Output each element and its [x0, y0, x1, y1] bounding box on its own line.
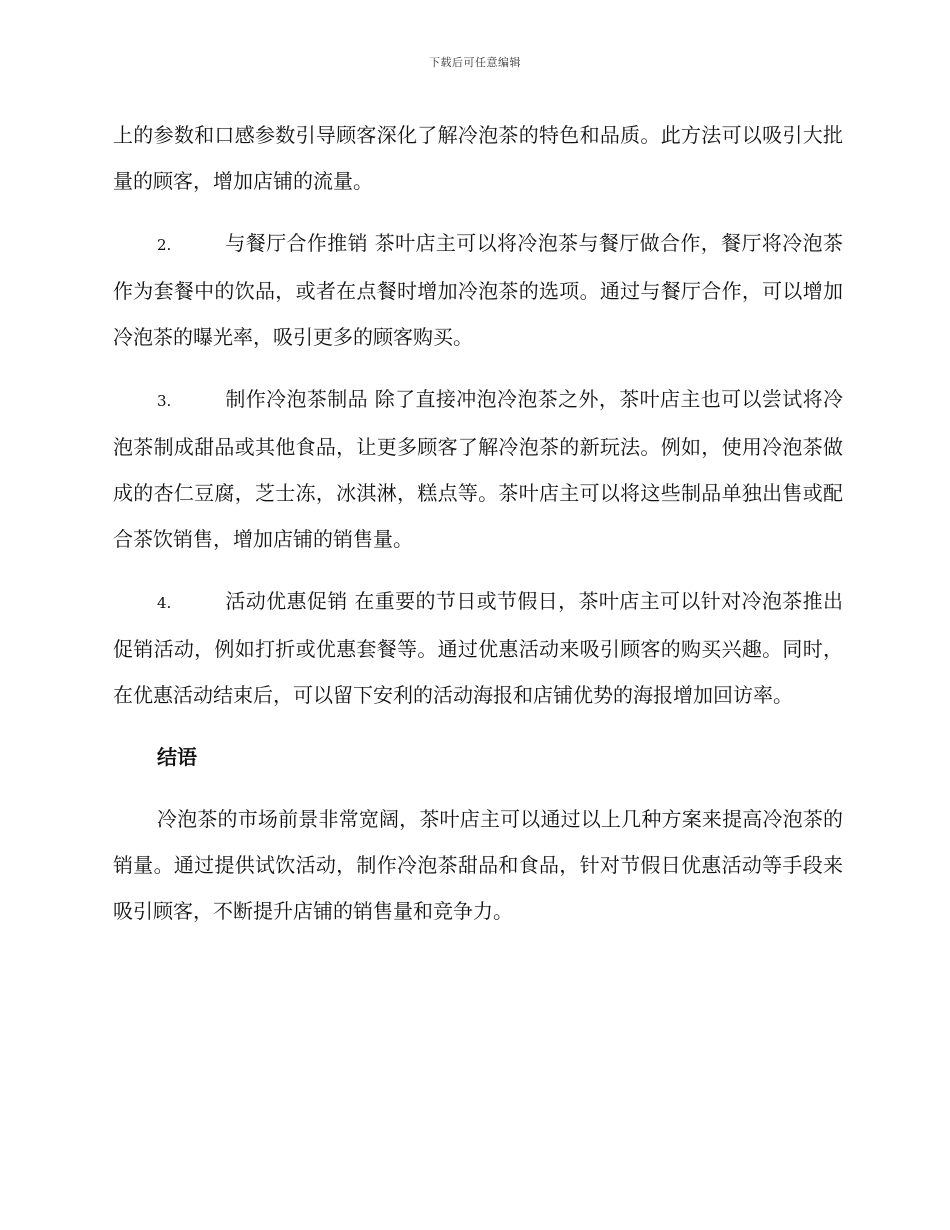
list-item-title: 制作冷泡茶制品 [225, 387, 369, 411]
list-item-text: 茶叶店主可以将冷泡茶与餐厅做合作，餐厅将冷泡茶作为套餐中的饮品，或者在点餐时增加冷泡茶的选项。通过与餐厅合作，可以增加冷泡茶的曝光率，吸引更多的顾客购买。 [113, 231, 844, 349]
list-item-2 [113, 220, 843, 360]
intro-continuation-paragraph: 上的参数和口感参数引导顾客深化了解冷泡茶的特色和品质。此方法可以吸引大批量的顾客，增加店铺的流量。 [113, 123, 843, 193]
list-item-3 [113, 376, 843, 562]
list-item-title: 活动优惠促销 [225, 589, 348, 613]
list-item-number: 4. [157, 594, 172, 612]
list-item-number: 2. [157, 236, 172, 254]
page-header-note: 下载后可任意编辑 [429, 56, 521, 69]
list-item-number: 3. [157, 392, 172, 410]
list-item-title: 与餐厅合作推销 [225, 231, 369, 255]
list-item-text: 除了直接冲泡冷泡茶之外，茶叶店主也可以尝试将冷泡茶制成甜品或其他食品，让更多顾客了解冷泡茶的新玩法。例如，使用冷泡茶做成的杏仁豆腐，芝士冻，冰淇淋，糕点等。茶叶店主可以将这些制品单独出售或配合茶饮销售，增加店铺的销售量。 [113, 387, 844, 551]
list-item-text: 在重要的节日或节假日，茶叶店主可以针对冷泡茶推出促销活动，例如打折或优惠套餐等。通过优惠活动来吸引顾客的购买兴趣。同时，在优惠活动结束后，可以留下安利的活动海报和店铺优势的海报增加回访率。 [113, 589, 844, 707]
list-item-4 [113, 578, 843, 718]
conclusion-heading: 结语 [157, 745, 197, 769]
conclusion-paragraph: 冷泡茶的市场前景非常宽阔，茶叶店主可以通过以上几种方案来提高冷泡茶的销量。通过提供试饮活动，制作冷泡茶甜品和食品，针对节假日优惠活动等手段来吸引顾客，不断提升店铺的销售量和竞争力。 [113, 807, 843, 923]
document-body [113, 112, 843, 950]
